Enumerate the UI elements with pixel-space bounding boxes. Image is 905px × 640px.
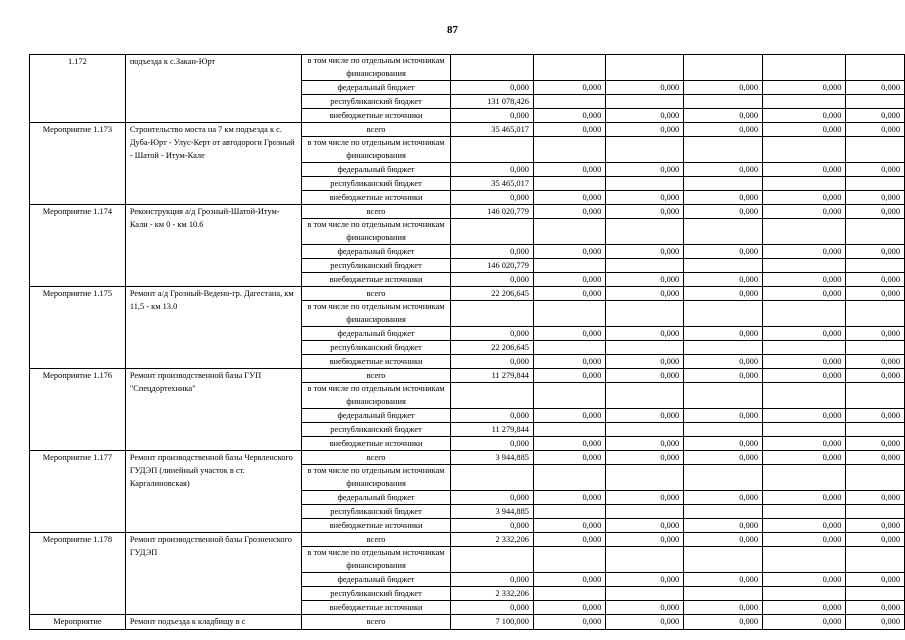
value-total: 7 100,000 xyxy=(450,615,533,630)
value-total: 2 332,206 xyxy=(450,587,533,601)
value-year-2: 0,000 xyxy=(606,191,684,205)
value-year-4: 0,000 xyxy=(763,519,846,533)
value-year-4: 0,000 xyxy=(763,409,846,423)
funding-source: федеральный бюджет xyxy=(302,81,450,95)
value-total: 0,000 xyxy=(450,109,533,123)
value-total xyxy=(450,383,533,409)
value-year-3: 0,000 xyxy=(684,615,763,630)
value-year-2 xyxy=(606,505,684,519)
value-year-2 xyxy=(606,301,684,327)
value-year-4 xyxy=(763,423,846,437)
value-total xyxy=(450,219,533,245)
funding-source: федеральный бюджет xyxy=(302,245,450,259)
funding-source: всего xyxy=(302,123,450,137)
value-year-1: 0,000 xyxy=(533,601,605,615)
value-year-2 xyxy=(606,95,684,109)
value-total: 11 279,844 xyxy=(450,369,533,383)
value-year-2 xyxy=(606,587,684,601)
value-year-4 xyxy=(763,505,846,519)
value-year-3 xyxy=(684,219,763,245)
value-year-5 xyxy=(846,341,905,355)
budget-table xyxy=(29,54,905,630)
funding-source: в том числе по отдельным источникам финансирования xyxy=(302,219,450,245)
value-year-3: 0,000 xyxy=(684,163,763,177)
value-year-2: 0,000 xyxy=(606,123,684,137)
value-year-2: 0,000 xyxy=(606,369,684,383)
value-year-3: 0,000 xyxy=(684,109,763,123)
value-year-3: 0,000 xyxy=(684,409,763,423)
value-year-5: 0,000 xyxy=(846,123,905,137)
value-year-4: 0,000 xyxy=(763,287,846,301)
value-year-3 xyxy=(684,341,763,355)
funding-source: внебюджетные источники xyxy=(302,437,450,451)
value-year-3 xyxy=(684,95,763,109)
measure-name: Ремонт производственной базы Червленского ГУДЭП (линейный участок в ст. Каргалиновская) xyxy=(125,451,302,533)
funding-source: в том числе по отдельным источникам финансирования xyxy=(302,465,450,491)
value-year-1: 0,000 xyxy=(533,437,605,451)
value-total: 0,000 xyxy=(450,573,533,587)
value-total: 131 078,426 xyxy=(450,95,533,109)
value-year-1: 0,000 xyxy=(533,245,605,259)
value-year-5: 0,000 xyxy=(846,81,905,95)
funding-source: республиканский бюджет xyxy=(302,505,450,519)
value-year-5 xyxy=(846,465,905,491)
value-year-4 xyxy=(763,383,846,409)
funding-source: в том числе по отдельным источникам финансирования xyxy=(302,137,450,163)
value-year-2: 0,000 xyxy=(606,287,684,301)
value-total xyxy=(450,547,533,573)
table-row xyxy=(30,55,905,81)
value-year-1 xyxy=(533,383,605,409)
value-year-5 xyxy=(846,55,905,81)
value-year-2 xyxy=(606,219,684,245)
value-total: 2 332,206 xyxy=(450,533,533,547)
value-year-5: 0,000 xyxy=(846,491,905,505)
value-year-1 xyxy=(533,259,605,273)
value-year-5: 0,000 xyxy=(846,369,905,383)
value-year-4 xyxy=(763,95,846,109)
value-year-1: 0,000 xyxy=(533,369,605,383)
value-total xyxy=(450,55,533,81)
measure-id: Мероприятие 1.176 xyxy=(30,369,126,451)
measure-name: подъезда к с.Закан-Юрт xyxy=(125,55,302,123)
value-year-2: 0,000 xyxy=(606,437,684,451)
value-total: 11 279,844 xyxy=(450,423,533,437)
value-year-3: 0,000 xyxy=(684,245,763,259)
value-year-2: 0,000 xyxy=(606,451,684,465)
value-year-1: 0,000 xyxy=(533,615,605,630)
value-year-1: 0,000 xyxy=(533,519,605,533)
value-year-2: 0,000 xyxy=(606,81,684,95)
value-year-4: 0,000 xyxy=(763,491,846,505)
value-year-1: 0,000 xyxy=(533,123,605,137)
value-year-4: 0,000 xyxy=(763,451,846,465)
value-total: 0,000 xyxy=(450,245,533,259)
value-total: 22 206,645 xyxy=(450,287,533,301)
value-year-4: 0,000 xyxy=(763,191,846,205)
measure-id: Мероприятие 1.177 xyxy=(30,451,126,533)
value-year-3 xyxy=(684,505,763,519)
value-year-1 xyxy=(533,55,605,81)
value-year-3 xyxy=(684,383,763,409)
value-year-1 xyxy=(533,177,605,191)
value-year-1: 0,000 xyxy=(533,355,605,369)
value-year-2 xyxy=(606,547,684,573)
value-year-5: 0,000 xyxy=(846,355,905,369)
funding-source: республиканский бюджет xyxy=(302,587,450,601)
value-year-1: 0,000 xyxy=(533,163,605,177)
value-year-3: 0,000 xyxy=(684,369,763,383)
value-year-3 xyxy=(684,137,763,163)
value-year-2: 0,000 xyxy=(606,109,684,123)
value-year-5: 0,000 xyxy=(846,327,905,341)
value-year-5 xyxy=(846,137,905,163)
measure-id: Мероприятие 1.174 xyxy=(30,205,126,287)
measure-id: Мероприятие 1.175 xyxy=(30,287,126,369)
measure-name: Ремонт производственной базы ГУП "Спецдортехника" xyxy=(125,369,302,451)
value-year-4 xyxy=(763,137,846,163)
value-year-1 xyxy=(533,547,605,573)
funding-source: в том числе по отдельным источникам финансирования xyxy=(302,55,450,81)
value-year-5 xyxy=(846,587,905,601)
value-year-5 xyxy=(846,177,905,191)
value-year-3: 0,000 xyxy=(684,451,763,465)
funding-source: в том числе по отдельным источникам финансирования xyxy=(302,301,450,327)
funding-source: всего xyxy=(302,533,450,547)
table-row xyxy=(30,205,905,219)
value-year-5: 0,000 xyxy=(846,109,905,123)
value-year-1 xyxy=(533,465,605,491)
funding-source: федеральный бюджет xyxy=(302,409,450,423)
value-year-3: 0,000 xyxy=(684,533,763,547)
measure-id: Мероприятие 1.178 xyxy=(30,533,126,615)
measure-name: Строительство моста на 7 км подъезда к с. Дуба-Юрт - Улус-Керт от автодороги Грозный - Шатой - Итум-Кале xyxy=(125,123,302,205)
value-year-3: 0,000 xyxy=(684,437,763,451)
value-year-2: 0,000 xyxy=(606,355,684,369)
funding-source: в том числе по отдельным источникам финансирования xyxy=(302,383,450,409)
value-year-1: 0,000 xyxy=(533,327,605,341)
value-year-5 xyxy=(846,301,905,327)
value-year-1 xyxy=(533,95,605,109)
value-year-3: 0,000 xyxy=(684,123,763,137)
value-year-5 xyxy=(846,95,905,109)
value-total: 146 020,779 xyxy=(450,205,533,219)
value-year-5: 0,000 xyxy=(846,287,905,301)
table-row xyxy=(30,287,905,301)
value-year-5: 0,000 xyxy=(846,451,905,465)
value-year-2: 0,000 xyxy=(606,573,684,587)
value-year-2: 0,000 xyxy=(606,205,684,219)
value-year-5 xyxy=(846,383,905,409)
value-year-3: 0,000 xyxy=(684,81,763,95)
value-year-4: 0,000 xyxy=(763,369,846,383)
value-year-5: 0,000 xyxy=(846,437,905,451)
value-total xyxy=(450,465,533,491)
measure-id: Мероприятие xyxy=(30,615,126,630)
value-year-1: 0,000 xyxy=(533,205,605,219)
value-year-4 xyxy=(763,341,846,355)
value-year-3 xyxy=(684,177,763,191)
value-year-1: 0,000 xyxy=(533,573,605,587)
value-year-3 xyxy=(684,547,763,573)
value-year-2: 0,000 xyxy=(606,519,684,533)
value-total: 35 465,017 xyxy=(450,123,533,137)
value-year-4: 0,000 xyxy=(763,355,846,369)
value-year-4 xyxy=(763,219,846,245)
value-year-2 xyxy=(606,177,684,191)
value-year-4 xyxy=(763,55,846,81)
funding-source: республиканский бюджет xyxy=(302,259,450,273)
value-total: 0,000 xyxy=(450,355,533,369)
value-total: 0,000 xyxy=(450,273,533,287)
value-year-1 xyxy=(533,423,605,437)
value-year-4 xyxy=(763,587,846,601)
value-year-3: 0,000 xyxy=(684,573,763,587)
value-year-4: 0,000 xyxy=(763,109,846,123)
value-year-3: 0,000 xyxy=(684,355,763,369)
funding-source: внебюджетные источники xyxy=(302,273,450,287)
measure-name: Реконструкция а/д Грозный-Шатой-Итум-Кали - км 0 - км 10.6 xyxy=(125,205,302,287)
funding-source: всего xyxy=(302,451,450,465)
measure-name: Ремонт подъезда к кладбищу в с xyxy=(125,615,302,630)
value-year-5: 0,000 xyxy=(846,191,905,205)
value-year-1: 0,000 xyxy=(533,491,605,505)
value-year-1 xyxy=(533,587,605,601)
value-year-2 xyxy=(606,137,684,163)
value-year-3: 0,000 xyxy=(684,327,763,341)
value-year-1: 0,000 xyxy=(533,81,605,95)
value-year-2 xyxy=(606,465,684,491)
funding-source: внебюджетные источники xyxy=(302,519,450,533)
value-total: 3 944,885 xyxy=(450,505,533,519)
value-year-1 xyxy=(533,301,605,327)
value-year-5 xyxy=(846,259,905,273)
table-row xyxy=(30,615,905,630)
value-year-2: 0,000 xyxy=(606,491,684,505)
value-year-4: 0,000 xyxy=(763,245,846,259)
value-year-1: 0,000 xyxy=(533,451,605,465)
value-year-3 xyxy=(684,587,763,601)
table-row xyxy=(30,369,905,383)
value-year-2: 0,000 xyxy=(606,409,684,423)
value-year-1: 0,000 xyxy=(533,191,605,205)
value-year-2: 0,000 xyxy=(606,601,684,615)
value-year-5 xyxy=(846,547,905,573)
page-number: 87 xyxy=(447,24,458,36)
value-year-3 xyxy=(684,55,763,81)
value-year-5 xyxy=(846,423,905,437)
funding-source: федеральный бюджет xyxy=(302,491,450,505)
value-year-2: 0,000 xyxy=(606,273,684,287)
measure-name: Ремонт производственной базы Грозненского ГУДЭП xyxy=(125,533,302,615)
value-year-2 xyxy=(606,259,684,273)
value-year-4 xyxy=(763,177,846,191)
funding-source: внебюджетные источники xyxy=(302,601,450,615)
value-year-2: 0,000 xyxy=(606,163,684,177)
value-year-3: 0,000 xyxy=(684,491,763,505)
value-year-5: 0,000 xyxy=(846,533,905,547)
value-year-4: 0,000 xyxy=(763,437,846,451)
value-year-5: 0,000 xyxy=(846,615,905,630)
value-year-2: 0,000 xyxy=(606,245,684,259)
value-year-4: 0,000 xyxy=(763,327,846,341)
value-total: 3 944,885 xyxy=(450,451,533,465)
value-year-4: 0,000 xyxy=(763,123,846,137)
value-year-5 xyxy=(846,505,905,519)
funding-source: всего xyxy=(302,205,450,219)
value-year-5: 0,000 xyxy=(846,245,905,259)
value-year-2: 0,000 xyxy=(606,615,684,630)
value-total: 0,000 xyxy=(450,81,533,95)
value-year-3: 0,000 xyxy=(684,601,763,615)
funding-source: федеральный бюджет xyxy=(302,327,450,341)
value-total: 0,000 xyxy=(450,409,533,423)
funding-source: всего xyxy=(302,369,450,383)
value-year-3: 0,000 xyxy=(684,191,763,205)
value-year-1 xyxy=(533,505,605,519)
funding-source: внебюджетные источники xyxy=(302,355,450,369)
value-year-1: 0,000 xyxy=(533,409,605,423)
funding-source: республиканский бюджет xyxy=(302,423,450,437)
value-year-2 xyxy=(606,55,684,81)
value-year-5: 0,000 xyxy=(846,163,905,177)
value-year-4 xyxy=(763,301,846,327)
table-row xyxy=(30,533,905,547)
value-year-3: 0,000 xyxy=(684,287,763,301)
value-year-5: 0,000 xyxy=(846,273,905,287)
value-total xyxy=(450,137,533,163)
table-row xyxy=(30,451,905,465)
value-total: 0,000 xyxy=(450,437,533,451)
value-year-4: 0,000 xyxy=(763,163,846,177)
value-year-4: 0,000 xyxy=(763,533,846,547)
funding-source: всего xyxy=(302,615,450,630)
value-year-5: 0,000 xyxy=(846,573,905,587)
value-year-3 xyxy=(684,465,763,491)
value-total: 0,000 xyxy=(450,519,533,533)
value-year-2: 0,000 xyxy=(606,327,684,341)
measure-name: Ремонт а/д Грозный-Ведено-гр. Дагестана, км 11,5 - км 13.0 xyxy=(125,287,302,369)
funding-source: внебюджетные источники xyxy=(302,191,450,205)
value-year-3 xyxy=(684,301,763,327)
funding-source: республиканский бюджет xyxy=(302,177,450,191)
value-year-3: 0,000 xyxy=(684,519,763,533)
value-year-5: 0,000 xyxy=(846,519,905,533)
funding-source: республиканский бюджет xyxy=(302,95,450,109)
value-total: 0,000 xyxy=(450,601,533,615)
value-total: 0,000 xyxy=(450,191,533,205)
value-year-5: 0,000 xyxy=(846,409,905,423)
funding-source: федеральный бюджет xyxy=(302,163,450,177)
value-year-4 xyxy=(763,465,846,491)
value-year-5 xyxy=(846,219,905,245)
value-year-2 xyxy=(606,423,684,437)
value-year-4: 0,000 xyxy=(763,573,846,587)
value-year-1: 0,000 xyxy=(533,287,605,301)
value-year-1 xyxy=(533,341,605,355)
value-year-4: 0,000 xyxy=(763,273,846,287)
value-year-5: 0,000 xyxy=(846,601,905,615)
funding-source: в том числе по отдельным источникам финансирования xyxy=(302,547,450,573)
value-year-3: 0,000 xyxy=(684,273,763,287)
funding-source: республиканский бюджет xyxy=(302,341,450,355)
value-year-2 xyxy=(606,383,684,409)
value-year-2: 0,000 xyxy=(606,533,684,547)
value-total: 0,000 xyxy=(450,327,533,341)
measure-id: 1.172 xyxy=(30,55,126,123)
funding-source: всего xyxy=(302,287,450,301)
value-year-1: 0,000 xyxy=(533,533,605,547)
value-total: 0,000 xyxy=(450,163,533,177)
value-year-1: 0,000 xyxy=(533,109,605,123)
value-total: 0,000 xyxy=(450,491,533,505)
funding-source: внебюджетные источники xyxy=(302,109,450,123)
value-year-4: 0,000 xyxy=(763,205,846,219)
value-year-5: 0,000 xyxy=(846,205,905,219)
value-year-4: 0,000 xyxy=(763,601,846,615)
value-total: 22 206,645 xyxy=(450,341,533,355)
measure-id: Мероприятие 1.173 xyxy=(30,123,126,205)
value-total xyxy=(450,301,533,327)
value-year-2 xyxy=(606,341,684,355)
value-year-4: 0,000 xyxy=(763,615,846,630)
value-year-4 xyxy=(763,547,846,573)
value-year-1 xyxy=(533,137,605,163)
value-year-3 xyxy=(684,259,763,273)
value-total: 146 020,779 xyxy=(450,259,533,273)
value-year-1: 0,000 xyxy=(533,273,605,287)
value-total: 35 465,017 xyxy=(450,177,533,191)
value-year-3: 0,000 xyxy=(684,205,763,219)
value-year-1 xyxy=(533,219,605,245)
value-year-4 xyxy=(763,259,846,273)
funding-source: федеральный бюджет xyxy=(302,573,450,587)
value-year-3 xyxy=(684,423,763,437)
table-row xyxy=(30,123,905,137)
budget-table-body xyxy=(30,55,905,630)
value-year-4: 0,000 xyxy=(763,81,846,95)
